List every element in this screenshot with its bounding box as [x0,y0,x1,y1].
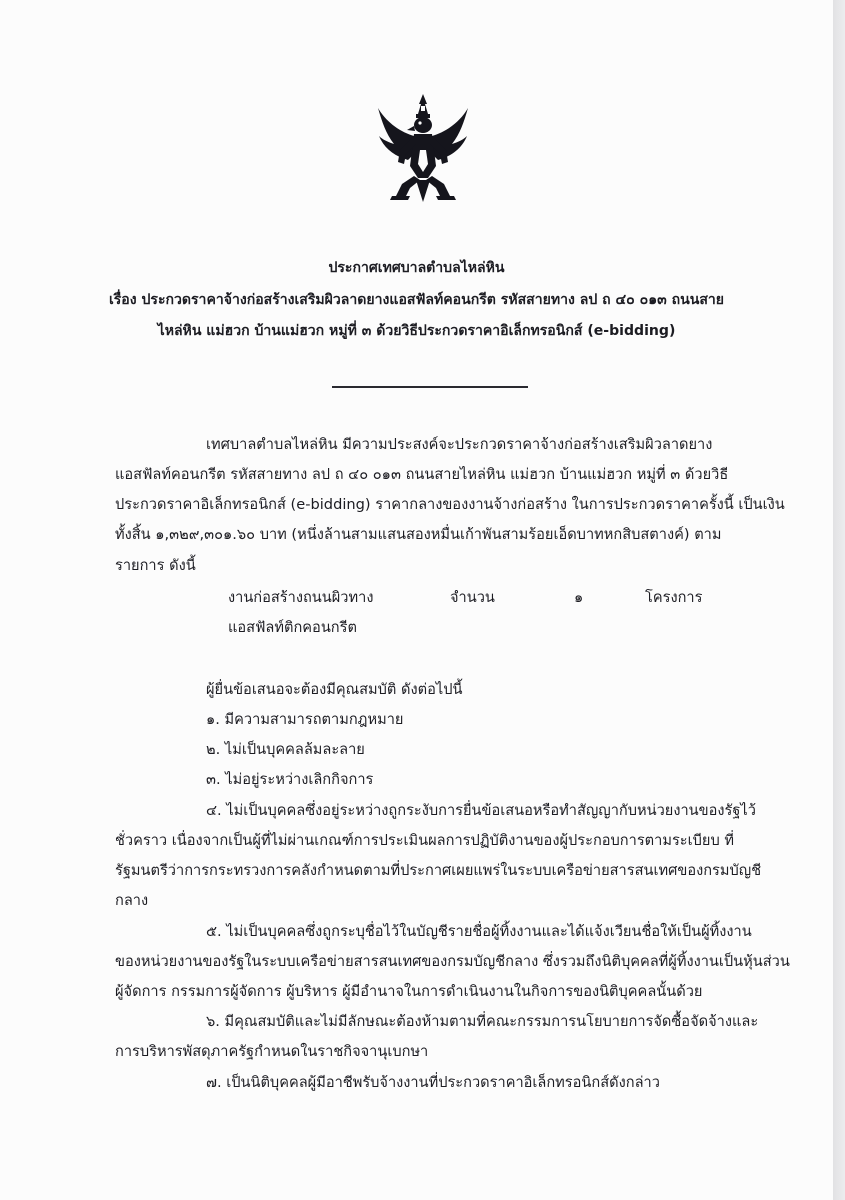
work-item-qty: ๑ [574,589,584,606]
intro-line: ทั้งสิ้น ๑,๓๒๙,๓๐๑.๖๐ บาท (หนึ่งล้านสามแสนสองหมื่นเก้าพันสามร้อยเอ็ดบาทหกสิบสตางค์) ตาม [115,526,722,543]
intro-line: ประกวดราคาอิเล็กทรอนิกส์ (e-bidding) ราคากลางของงานจ้างก่อสร้าง ในการประกวดราคาครั้งนี้ เป็นเงิน [115,496,785,513]
page-edge [833,0,845,1200]
qualification-item: ๗. เป็นนิติบุคคลผู้มีอาชีพรับจ้างงานที่ประกวดราคาอิเล็กทรอนิกส์ดังกล่าว [206,1074,660,1091]
qualification-item: ชั่วคราว เนื่องจากเป็นผู้ที่ไม่ผ่านเกณฑ์การประเมินผลการปฏิบัติงานของผู้ประกอบการตามระเบียบ ที่ [115,832,734,849]
title-divider [332,386,528,388]
work-item-name: แอสฟัลท์ติกคอนกรีต [228,619,357,636]
qualification-item: การบริหารพัสดุภาครัฐกำหนดในราชกิจจานุเบกษา [115,1043,429,1060]
qualification-item: ๔. ไม่เป็นบุคคลซึ่งอยู่ระหว่างถูกระงับการยื่นข้อเสนอหรือทำสัญญากับหน่วยงานของรัฐไว้ [206,802,756,819]
announcement-title: ประกาศเทศบาลตำบลไหล่หิน [328,260,505,276]
qualification-item: ของหน่วยงานของรัฐในระบบเครือข่ายสารสนเทศของกรมบัญชีกลาง ซึ่งรวมถึงนิติบุคคลที่ผู้ทิ้งงานเป็นหุ้นส่วน [115,953,790,970]
work-item-name: งานก่อสร้างถนนผิวทาง [228,589,374,606]
subject-line-1: เรื่อง ประกวดราคาจ้างก่อสร้างเสริมผิวลาดยางแอสฟัลท์คอนกรีต รหัสสายทาง ลป ถ ๔๐ ๐๑๓ ถนนสาย [108,292,725,308]
intro-line: แอสฟัลท์คอนกรีต รหัสสายทาง ลป ถ ๔๐ ๐๑๓ ถนนสายไหล่หิน แม่ฮวก บ้านแม่ฮวก หมู่ที่ ๓ ด้วยวิธี [115,466,729,483]
qualification-item: ๕. ไม่เป็นบุคคลซึ่งถูกระบุชื่อไว้ในบัญชีรายชื่อผู้ทิ้งงานและได้แจ้งเวียนชื่อให้เป็นผู้ทิ้งงาน [206,923,752,940]
subject-line-2: ไหล่หิน แม่ฮวก บ้านแม่ฮวก หมู่ที่ ๓ ด้วยวิธีประกวดราคาอิเล็กทรอนิกส์ (e-bidding) [157,323,676,339]
qualifications-heading: ผู้ยื่นข้อเสนอจะต้องมีคุณสมบัติ ดังต่อไปนี้ [206,681,463,698]
qualification-item: ๖. มีคุณสมบัติและไม่มีลักษณะต้องห้ามตามที่คณะกรรมการนโยบายการจัดซื้อจัดจ้างและ [206,1013,759,1030]
qualification-item: ผู้จัดการ กรรมการผู้จัดการ ผู้บริหาร ผู้มีอำนาจในการดำเนินงานในกิจการของนิติบุคคลนั้นด้วย [115,983,703,1000]
qualification-item: ๑. มีความสามารถตามกฎหมาย [206,711,404,728]
qualification-item: ๓. ไม่อยู่ระหว่างเลิกกิจการ [206,771,374,788]
work-item-qty-label: จำนวน [450,589,495,606]
qualification-item: ๒. ไม่เป็นบุคคลล้มละลาย [206,741,365,758]
work-item-unit: โครงการ [645,589,703,606]
intro-line: เทศบาลตำบลไหล่หิน มีความประสงค์จะประกวดราคาจ้างก่อสร้างเสริมผิวลาดยาง [206,436,713,453]
qualification-item: รัฐมนตรีว่าการกระทรวงการคลังกำหนดตามที่ประกาศเผยแพร่ในระบบเครือข่ายสารสนเทศของกรมบัญชี [115,862,762,879]
garuda-emblem-icon [376,92,470,204]
qualification-item: กลาง [115,892,149,909]
intro-line: รายการ ดังนี้ [115,557,196,574]
